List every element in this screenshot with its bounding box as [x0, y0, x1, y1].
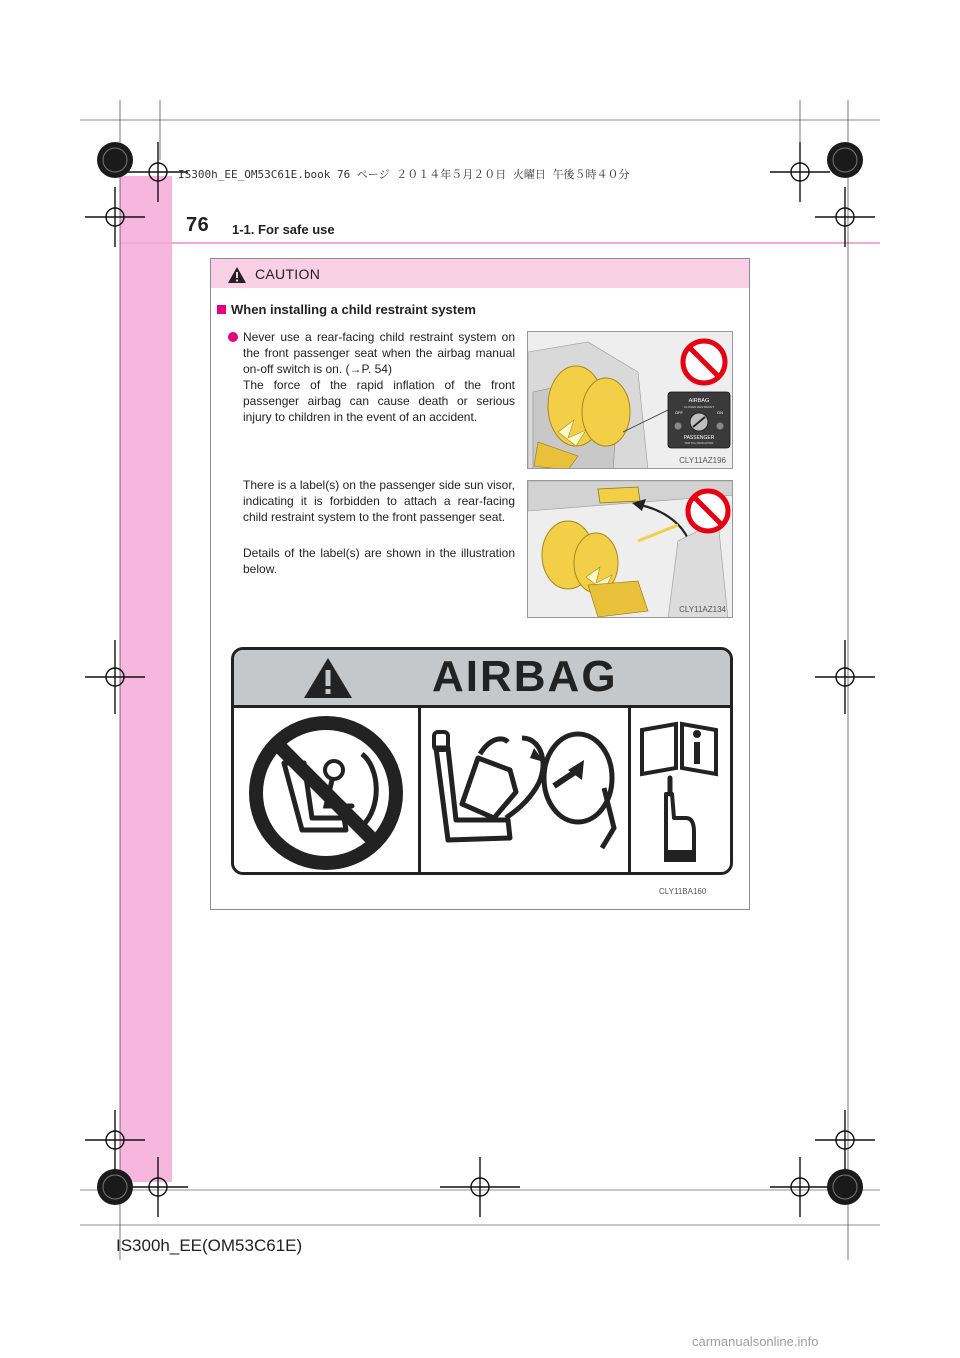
- print-info: IS300h_EE_OM53C61E.book 76 ページ ２０１４年５月２０日 火曜日 午後５時４０分: [178, 168, 630, 181]
- warning-triangle-icon: [302, 656, 354, 700]
- sun-visor-drawing: [528, 481, 733, 618]
- paragraph-details: Details of the label(s) are shown in the illustration below.: [243, 546, 515, 576]
- switch-title: AIRBAG: [688, 398, 710, 404]
- airbag-impact-icon: [418, 708, 628, 875]
- circle-bullet-icon: [228, 332, 238, 342]
- caution-box: [210, 258, 750, 910]
- airbag-switch-drawing: [528, 332, 733, 469]
- section-title: 1-1. For safe use: [232, 222, 335, 237]
- site-watermark: carmanualsonline.info: [692, 1334, 819, 1349]
- illustration-sun-visor: [527, 480, 733, 618]
- illustration-airbag-switch: [527, 331, 733, 469]
- switch-off-label: OFF: [675, 410, 683, 415]
- read-manual-icon: [628, 708, 730, 875]
- switch-bottom-label: PASSENGER: [683, 435, 715, 441]
- no-child-seat-icon: [234, 708, 418, 875]
- label-panel-prohibited: [234, 708, 421, 875]
- switch-on-label: ON: [717, 410, 723, 415]
- airbag-warning-label: [231, 647, 733, 875]
- caution-header: [211, 259, 749, 288]
- switch-bottom-sub: SWITCH INDICATOR: [684, 441, 714, 445]
- caution-heading-text: When installing a child restraint system: [231, 302, 476, 317]
- airbag-label-title: AIRBAG: [432, 652, 618, 701]
- label-panel-read-manual: [628, 708, 730, 875]
- label-illustration-code: CLY11BA160: [659, 887, 707, 896]
- paragraph-label-location: There is a label(s) on the passenger side sun visor, indicating it is forbidden to attach a rear-facing child restraint system to the front passenger seat.: [243, 478, 515, 524]
- caution-title: CAUTION: [255, 266, 321, 282]
- warning-triangle-icon: [227, 266, 247, 284]
- bullet-text: Never use a rear-facing child restraint system on the front passenger seat when the airbag manual on-off switch is on. (→P. 54): [243, 330, 515, 376]
- illustration-code: CLY11AZ134: [679, 605, 726, 614]
- airbag-label-band: [234, 650, 730, 708]
- square-bullet-icon: [217, 305, 226, 314]
- footer-model: IS300h_EE(OM53C61E): [116, 1236, 303, 1255]
- paragraph-force: The force of the rapid inflation of the front passenger airbag can cause death or serious injury to children in the event of an accident.: [243, 378, 515, 424]
- label-panel-airbag-impact: [418, 708, 631, 875]
- page-number: 76: [186, 214, 210, 236]
- illustration-code: CLY11AZ196: [679, 456, 726, 465]
- switch-sub: CLOSED RESTRAINT: [683, 405, 715, 409]
- caution-heading: [217, 302, 476, 317]
